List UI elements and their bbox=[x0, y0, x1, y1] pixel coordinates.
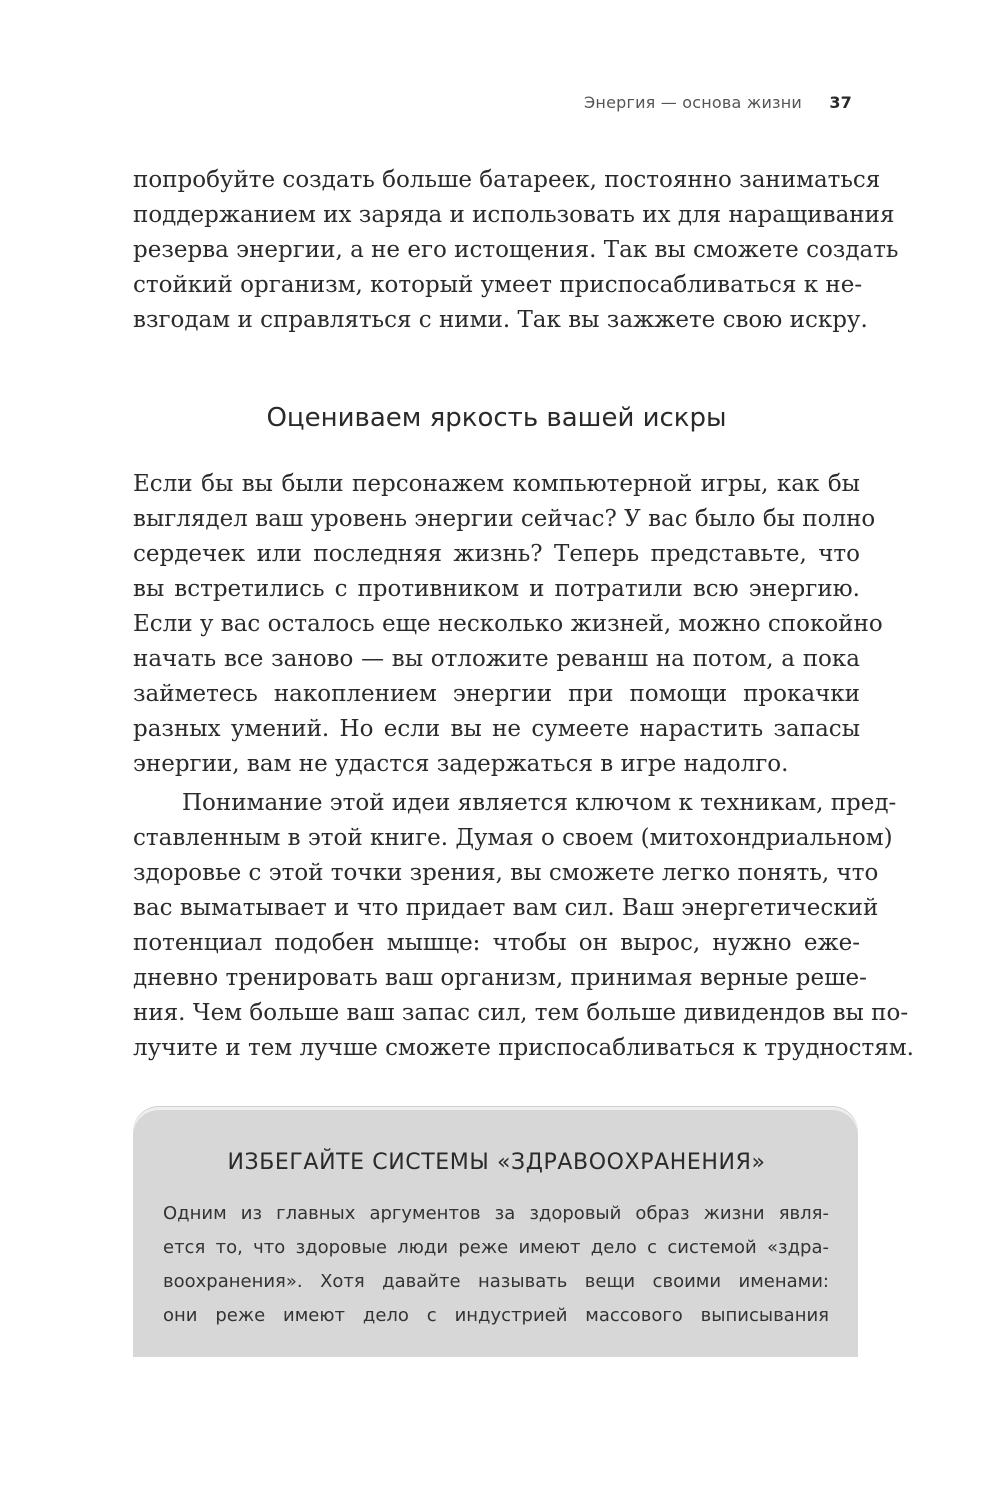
text-line: Если у вас осталось еще несколько жизней, можно спокойно bbox=[133, 611, 883, 637]
section-heading: Оцениваем яркость вашей искры bbox=[266, 403, 727, 433]
text-line: разных умений. Но если вы не сумеете нарастить запасы bbox=[133, 716, 860, 742]
running-head-title: Энергия — основа жизни bbox=[584, 93, 803, 112]
text-line: поддержанием их заряда и использовать их для наращивания bbox=[133, 202, 895, 228]
text-line: резерва энергии, а не его истощения. Так вы сможете создать bbox=[133, 237, 899, 263]
text-line: энергии, вам не удастся задержаться в игре надолго. bbox=[133, 751, 789, 777]
text-line: дневно тренировать ваш организм, принимая верные реше- bbox=[133, 965, 867, 991]
text-line: займетесь накоплением энергии при помощи прокачки bbox=[133, 681, 860, 707]
text-line: ния. Чем больше ваш запас сил, тем больше дивидендов вы по- bbox=[133, 1000, 909, 1026]
text-line: стойкий организм, который умеет приспосабливаться к не- bbox=[133, 272, 863, 298]
sidebar-text-line: они реже имеют дело с индустрией массового выписывания bbox=[163, 1305, 829, 1326]
sidebar-text-line: воохранения». Хотя давайте называть вещи своими именами: bbox=[163, 1271, 829, 1292]
running-head bbox=[584, 93, 852, 112]
text-line: вы встретились с противником и потратили всю энергию. bbox=[133, 576, 860, 602]
text-line: начать все заново — вы отложите реванш на потом, а пока bbox=[133, 646, 860, 672]
sidebar-text-line: Одним из главных аргументов за здоровый образ жизни явля- bbox=[163, 1203, 829, 1224]
text-line: ставленным в этой книге. Думая о своем (митохондриальном) bbox=[133, 825, 893, 851]
text-line: выглядел ваш уровень энергии сейчас? У вас было бы полно bbox=[133, 506, 876, 532]
text-line: вас выматывает и что придает вам сил. Ваш энергетический bbox=[133, 895, 879, 921]
sidebar-title: ИЗБЕГАЙТЕ СИСТЕМЫ «ЗДРАВООХРАНЕНИЯ» bbox=[227, 1150, 766, 1175]
text-line: потенциал подобен мышце: чтобы он вырос, нужно еже- bbox=[133, 930, 860, 956]
page-number: 37 bbox=[829, 93, 852, 112]
sidebar-text-line: ется то, что здоровые люди реже имеют дело с системой «здра- bbox=[163, 1237, 829, 1258]
text-line: Если бы вы были персонажем компьютерной игры, как бы bbox=[133, 471, 860, 497]
text-line: лучите и тем лучше сможете приспосабливаться к трудностям. bbox=[133, 1035, 914, 1061]
text-line: сердечек или последняя жизнь? Теперь представьте, что bbox=[133, 541, 860, 567]
text-line: попробуйте создать больше батареек, постоянно заниматься bbox=[133, 167, 881, 193]
text-line: взгодам и справляться с ними. Так вы зажжете свою искру. bbox=[133, 307, 868, 333]
text-line: Понимание этой идеи является ключом к техникам, пред- bbox=[182, 790, 897, 816]
text-line: здоровье с этой точки зрения, вы сможете легко понять, что bbox=[133, 860, 879, 886]
